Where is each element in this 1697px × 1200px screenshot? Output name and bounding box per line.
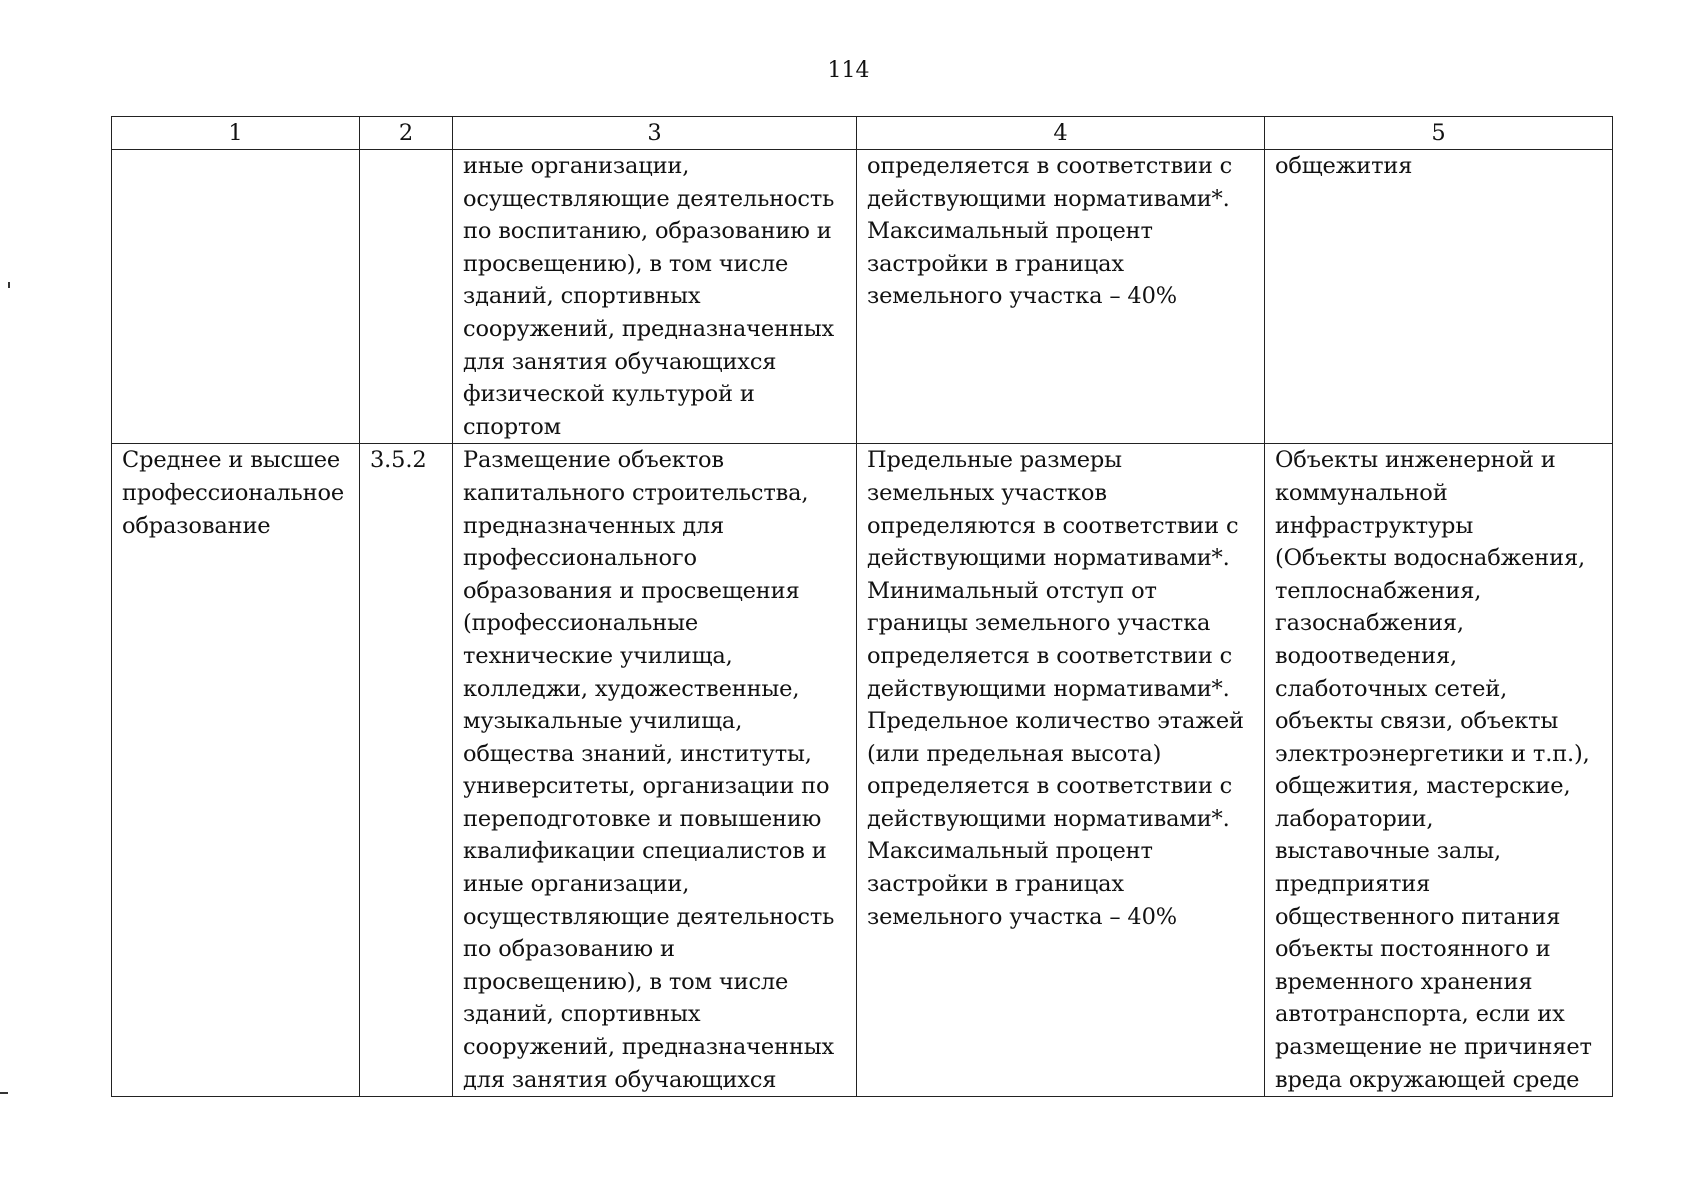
- margin-mark: [0, 1092, 8, 1094]
- table-row: [112, 150, 1613, 444]
- use-type-code-cell: [360, 150, 453, 444]
- column-number-1: 1: [112, 117, 360, 150]
- use-type-description-cell: иные организации, осуществляющие деятельность по воспитанию, образованию и просвещению), в том числе зданий, спортивных сооружений, предназначенных для занятия обучающихся физической культурой и спортом: [453, 150, 857, 444]
- table-row: [112, 444, 1613, 1097]
- auxiliary-uses-cell: общежития: [1265, 150, 1613, 444]
- auxiliary-uses-cell: Объекты инженерной и коммунальной инфраструктуры (Объекты водоснабжения, теплоснабжения, газоснабжения, водоотведения, слаботочных сетей, объекты связи, объекты электроэнергетики и т.п.), общежития, мастерские, лаборатории, выставочные залы, предприятия общественного питания объекты постоянного и временного хранения автотранспорта, если их размещение не причиняет вреда окружающей среде: [1265, 444, 1613, 1097]
- use-type-name-cell: Среднее и высшее профессиональное образование: [112, 444, 360, 1097]
- parameters-cell: определяется в соответствии с действующими нормативами*. Максимальный процент застройки в границах земельного участка – 40%: [857, 150, 1265, 444]
- column-number-4: 4: [857, 117, 1265, 150]
- land-use-table: [111, 116, 1613, 1097]
- column-number-5: 5: [1265, 117, 1613, 150]
- page-number: 114: [827, 58, 870, 83]
- margin-mark: [8, 282, 10, 288]
- column-number-2: 2: [360, 117, 453, 150]
- parameters-cell: Предельные размеры земельных участков определяются в соответствии с действующими нормативами*. Минимальный отступ от границы земельного участка определяется в соответствии с действующими нормативами*. Предельное количество этажей (или предельная высота) определяется в соответствии с действующими нормативами*. Максимальный процент застройки в границах земельного участка – 40%: [857, 444, 1265, 1097]
- use-type-code-cell: 3.5.2: [360, 444, 453, 1097]
- table-header-row: [112, 117, 1613, 150]
- use-type-name-cell: [112, 150, 360, 444]
- use-type-description-cell: Размещение объектов капитального строительства, предназначенных для профессионального образования и просвещения (профессиональные технические училища, колледжи, художественные, музыкальные училища, общества знаний, институты, университеты, организации по переподготовке и повышению квалификации специалистов и иные организации, осуществляющие деятельность по образованию и просвещению), в том числе зданий, спортивных сооружений, предназначенных для занятия обучающихся: [453, 444, 857, 1097]
- column-number-3: 3: [453, 117, 857, 150]
